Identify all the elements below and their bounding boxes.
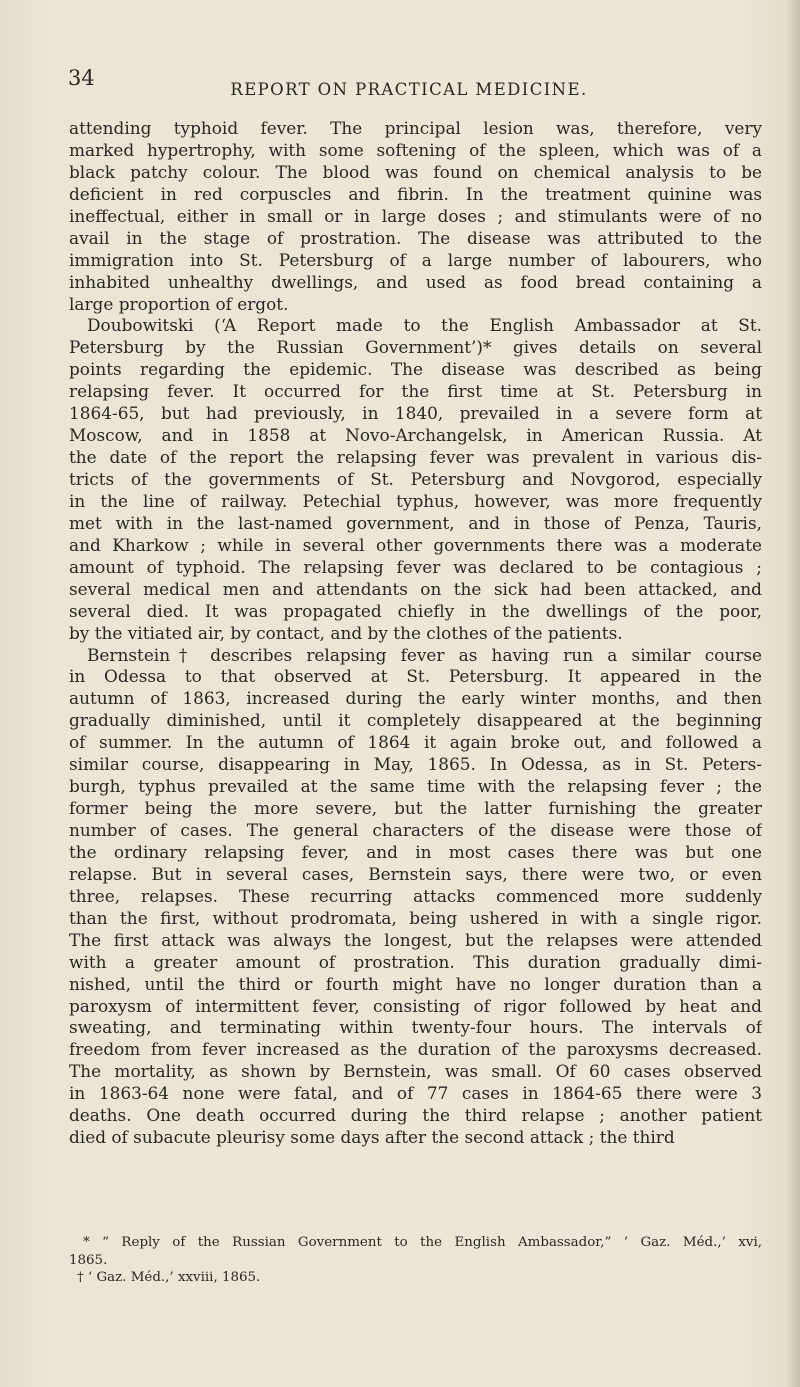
text-line: 1864-65, but had previously, in 1840, prevailed in a severe form at <box>69 403 762 424</box>
text-line: with a greater amount of prostration. This duration gradually dimi- <box>69 951 762 972</box>
text-line: in 1863-64 none were fatal, and of 77 cases in 1864-65 there were 3 <box>69 1083 762 1104</box>
text-line: in the line of railway. Petechial typhus, however, was more frequently <box>69 490 762 511</box>
text-line: the ordinary relapsing fever, and in most cases there was but one <box>69 841 762 862</box>
text-line: The mortality, as shown by Bernstein, was small. Of 60 cases observed <box>69 1061 762 1082</box>
text-line: attending typhoid fever. The principal lesion was, therefore, very <box>69 118 762 138</box>
text-line: ineffectual, either in small or in large doses ; and stimulants were of no <box>69 205 762 226</box>
text-line: points regarding the epidemic. The disease was described as being <box>69 359 762 380</box>
text-line: The first attack was always the longest, but the relapses were attended <box>69 929 762 950</box>
text-line: amount of typhoid. The relapsing fever was declared to be contagious ; <box>69 556 762 577</box>
text-line: sweating, and terminating within twenty-four hours. The intervals of <box>69 1017 762 1038</box>
text-line: tricts of the governments of St. Petersburg and Novgorod, especially <box>69 469 762 489</box>
text-line: the date of the report the relapsing fever was prevalent in various dis- <box>69 447 762 468</box>
text-line: paroxysm of intermittent fever, consisting of rigor followed by heat and <box>69 995 762 1016</box>
text-line: avail in the stage of prostration. The disease was attributed to the <box>69 227 762 248</box>
text-line: Petersburg by the Russian Government’)* gives details on several <box>69 337 762 358</box>
body-text <box>69 118 762 1149</box>
text-line: number of cases. The general characters of the disease were those of <box>69 820 762 840</box>
text-line: autumn of 1863, increased during the early winter months, and then <box>69 688 762 709</box>
footnote-2: † ‘ Gaz. Méd.,’ xxviii, 1865. <box>77 1270 261 1286</box>
text-line: and Kharkow ; while in several other governments there was a moderate <box>69 534 762 555</box>
text-line: freedom from fever increased as the duration of the paroxysms decreased. <box>69 1039 762 1060</box>
text-line: three, relapses. These recurring attacks commenced more suddenly <box>69 885 762 906</box>
footnote-1-line-1: * “ Reply of the Russian Government to the English Ambassador,” ‘ Gaz. Méd.,’ xvi, <box>83 1235 762 1250</box>
text-line: deficient in red corpuscles and fibrin. In the treatment quinine was <box>69 183 762 204</box>
text-line: in Odessa to that observed at St. Petersburg. It appeared in the <box>69 666 762 687</box>
footnotes <box>69 1234 762 1287</box>
text-line: marked hypertrophy, with some softening of the spleen, which was of a <box>69 139 762 160</box>
text-line: deaths. One death occurred during the third relapse ; another patient <box>69 1105 762 1126</box>
text-line: by the vitiated air, by contact, and by the clothes of the patients. <box>69 622 623 643</box>
text-line: nished, until the third or fourth might have no longer duration than a <box>69 973 762 994</box>
running-title: REPORT ON PRACTICAL MEDICINE. <box>230 80 588 99</box>
text-line: several medical men and attendants on the sick had been attacked, and <box>69 578 762 599</box>
text-line: Doubowitski (‘A Report made to the English Ambassador at St. <box>87 315 762 336</box>
text-line: of summer. In the autumn of 1864 it again broke out, and followed a <box>69 732 762 753</box>
text-line: Moscow, and in 1858 at Novo-Archangelsk, in American Russia. At <box>69 425 762 446</box>
text-line: large proportion of ergot. <box>69 293 289 314</box>
text-line: black patchy colour. The blood was found on chemical analysis to be <box>69 161 762 182</box>
page-number: 34 <box>68 66 95 90</box>
page-edge-shadow <box>786 0 800 1387</box>
text-line: several died. It was propagated chiefly in the dwellings of the poor, <box>69 600 762 621</box>
text-line: Bernstein† describes relapsing fever as having run a similar course <box>87 644 762 665</box>
text-line: gradually diminished, until it completely disappeared at the beginning <box>69 710 762 731</box>
text-line: burgh, typhus prevailed at the same time with the relapsing fever ; the <box>69 776 762 797</box>
text-line: died of subacute pleurisy some days after the second attack ; the third <box>69 1127 675 1148</box>
text-line: immigration into St. Petersburg of a large number of labourers, who <box>69 249 762 270</box>
text-line: inhabited unhealthy dwellings, and used as food bread containing a <box>69 271 762 292</box>
text-line: relapsing fever. It occurred for the first time at St. Petersburg in <box>69 381 762 402</box>
text-line: than the first, without prodromata, being ushered in with a single rigor. <box>69 907 762 928</box>
text-line: similar course, disappearing in May, 1865. In Odessa, as in St. Peters- <box>69 754 762 775</box>
text-line: former being the more severe, but the latter furnishing the greater <box>69 798 762 819</box>
text-line: met with in the last-named government, and in those of Penza, Tauris, <box>69 512 762 533</box>
text-line: relapse. But in several cases, Bernstein says, there were two, or even <box>69 863 762 884</box>
footnote-1-line-2: 1865. <box>69 1252 108 1268</box>
